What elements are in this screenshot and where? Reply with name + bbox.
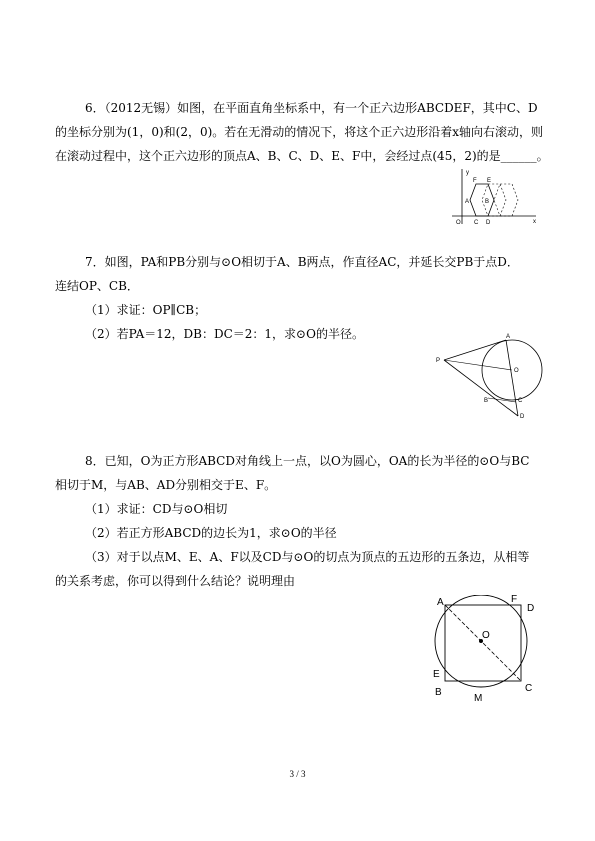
point-b-label: B [485, 199, 490, 205]
q8-square-circle-figure [425, 595, 545, 705]
diagonal-ac [445, 605, 521, 681]
q8-part-3-continued: 的关系考虑，你可以得到什么结论？说明理由 [55, 574, 296, 588]
point-p-label: P [436, 358, 441, 364]
q8-line-1: 8．已知，O为正方形ABCD对角线上一点，以O为圆心，OA的长为半径的⊙O与BC [85, 454, 530, 468]
hexagon-solid [470, 184, 494, 216]
q6-hexagon-figure [440, 166, 540, 226]
tangent-pa [444, 340, 506, 360]
point-f-label: F [473, 178, 477, 184]
point-d-label: D [527, 603, 535, 614]
y-axis-label: y [466, 170, 469, 176]
segment-op [444, 360, 512, 370]
q8-part-1: （1）求证：CD与⊙O相切 [85, 502, 228, 516]
point-c-label: C [518, 398, 523, 404]
q7-part-2: （2）若PA＝12，DB：DC＝2：1，求⊙O的半径。 [85, 327, 364, 341]
point-a-label: A [465, 199, 470, 205]
page-number: 3 / 3 [289, 769, 306, 779]
point-e-label: E [487, 178, 492, 184]
q8-line-2: 相切于M，与AB、AD分别相交于E、F。 [55, 478, 277, 492]
point-c-label: C [525, 683, 533, 694]
q8-part-2: （2）若正方形ABCD的边长为1，求⊙O的半径 [85, 526, 337, 540]
q6-line-1: 6．（2012无锡）如图，在平面直角坐标系中，有一个正六边形ABCDEF，其中C、D [85, 101, 538, 115]
point-f-label: F [511, 595, 518, 605]
point-b-label: B [435, 687, 442, 698]
x-axis-label: x [533, 219, 536, 225]
point-a-label: A [437, 597, 444, 608]
q7-part-1: （1）求证：OP∥CB； [85, 303, 207, 317]
origin-label: O [456, 220, 461, 226]
point-c-label: C [474, 220, 479, 226]
point-a-label: A [506, 334, 511, 340]
tangent-pb [444, 360, 518, 416]
diameter-ac [506, 340, 518, 416]
q6-line-3: 在滚动过程中，这个正六边形的顶点A、B、C、D、E、F中，会经过点(45，2)的是______。 [55, 149, 549, 163]
q7-line-1: 7．如图，PA和PB分别与⊙O相切于A、B两点，作直径AC，并延长交PB于点D． [85, 255, 519, 269]
point-d-label: D [486, 220, 491, 226]
point-b-label: B [484, 398, 489, 404]
q7-tangent-figure [436, 330, 546, 420]
q6-line-2: 的坐标分别为(1，0)和(2，0)。若在无滑动的情况下，将这个正六边形沿着x轴向右滚动，则 [55, 125, 544, 139]
point-o-label: O [482, 630, 490, 641]
point-e-label: E [433, 669, 440, 680]
q8-part-3: （3）对于以点M、E、A、F以及CD与⊙O的切点为顶点的五边形的五条边，从相等 [85, 550, 530, 564]
point-m-label: M [474, 693, 483, 704]
point-d-label: D [520, 414, 525, 420]
q7-line-2: 连结OP、CB． [55, 279, 139, 293]
point-o-label: O [514, 368, 519, 374]
